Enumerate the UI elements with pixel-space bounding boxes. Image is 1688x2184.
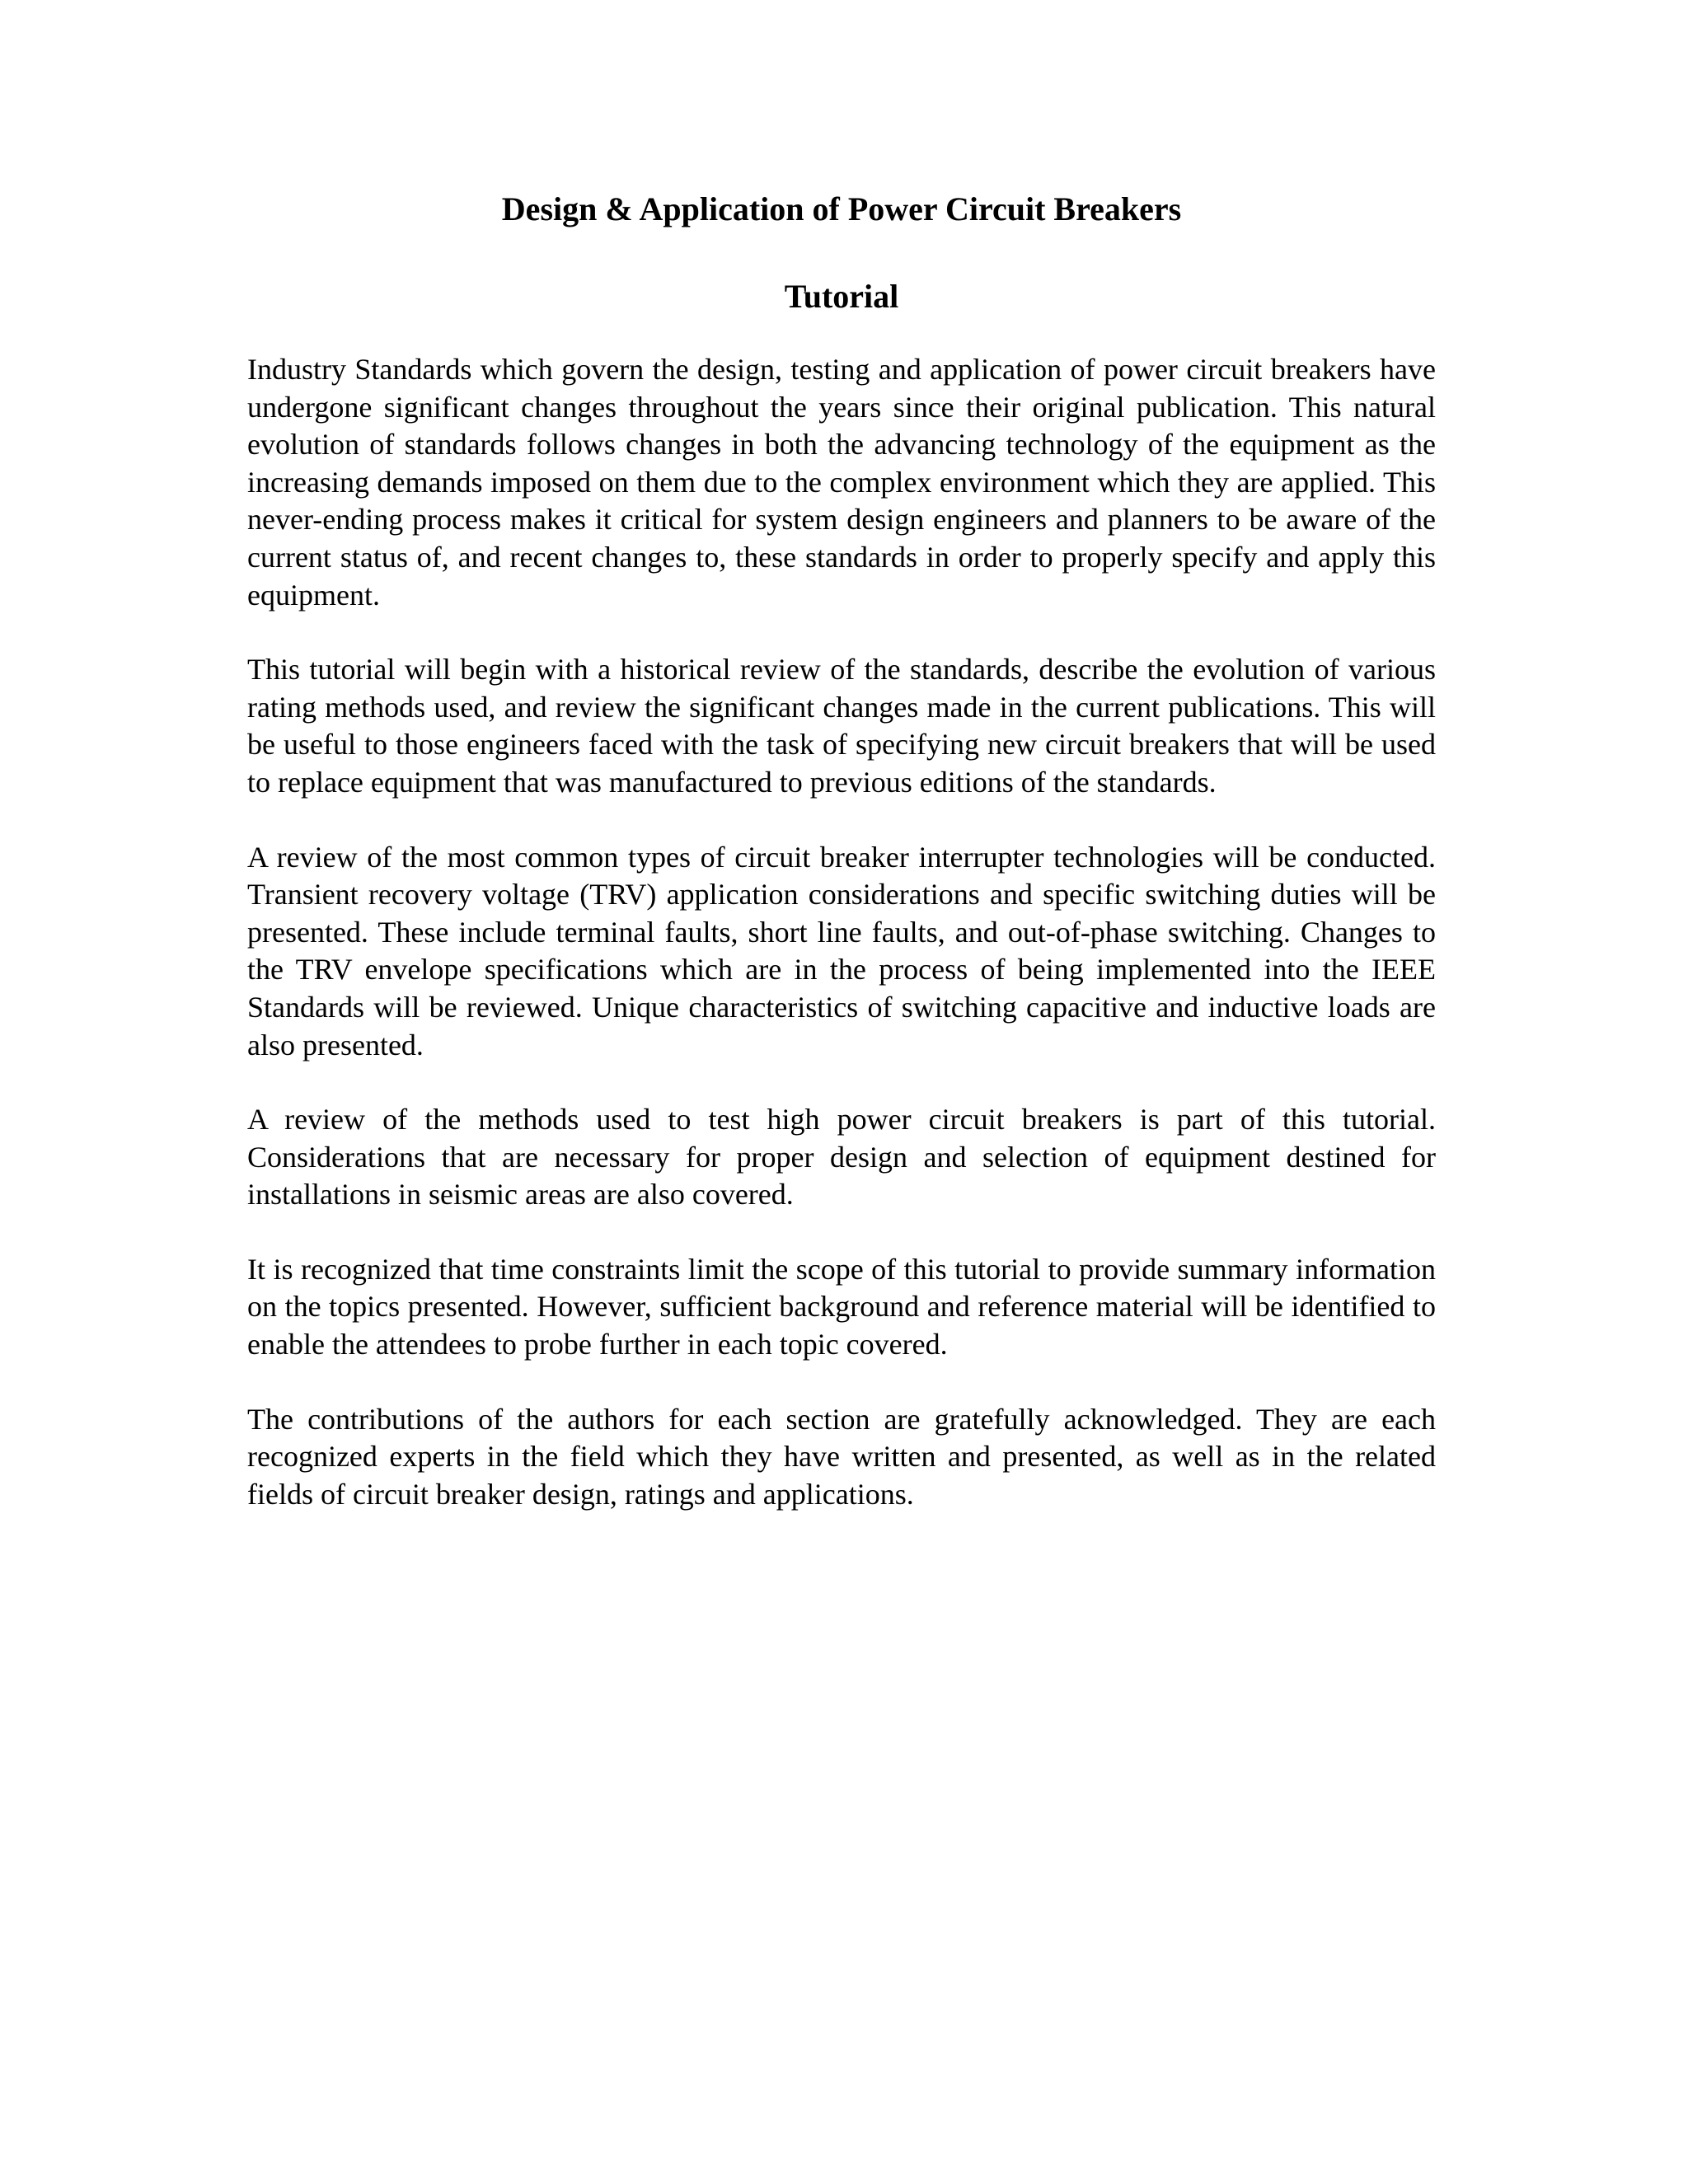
paragraph-acknowledgements: The contributions of the authors for each section are gratefully acknowledged. They are each recognized experts in the field which they have written and presented, as well as in the related fields of circuit breaker design, ratings and applications. [247,1402,1436,1511]
paragraph-time-constraints: It is recognized that time constraints limit the scope of this tutorial to provide summary information on the topics presented. However, sufficient background and reference material will be identified to enable the attendees to probe further in each topic covered. [247,1252,1436,1361]
paragraph-testing-methods: A review of the methods used to test high power circuit breakers is part of this tutorial. Considerations that are necessary for proper design and selection of equipment destined for installations in seismic areas are also covered. [247,1103,1436,1212]
document-subtitle: Tutorial [784,278,899,315]
paragraph-standards-overview: Industry Standards which govern the design, testing and application of power circuit breakers have undergone significant changes throughout the years since their original publication. This natural evolution of standards follows changes in both the advancing technology of the equipment as the increasing demands imposed on them due to the complex environment which they are applied. This never-ending process makes it critical for system design engineers and planners to be aware of the current status of, and recent changes to, these standards in order to properly specify and apply this equipment. [247,353,1436,612]
document-body [247,351,1436,1513]
document-title: Design & Application of Power Circuit Breakers [501,190,1182,227]
paragraph-interrupter-technologies: A review of the most common types of circuit breaker interrupter technologies will be conducted. Transient recovery voltage (TRV) application considerations and specific switching duties will be presented. These include terminal faults, short line faults, and out-of-phase switching. Changes to the TRV envelope specifications which are in the process of being implemented into the IEEE Standards will be reviewed. Unique characteristics of switching capacitive and inductive loads are also presented. [247,840,1436,1062]
document-page [247,190,1436,1550]
paragraph-historical-review: This tutorial will begin with a historical review of the standards, describe the evolution of various rating methods used, and review the significant changes made in the current publications. This will be useful to those engineers faced with the task of specifying new circuit breakers that will be used to replace equipment that was manufactured to previous editions of the standards. [247,653,1436,799]
